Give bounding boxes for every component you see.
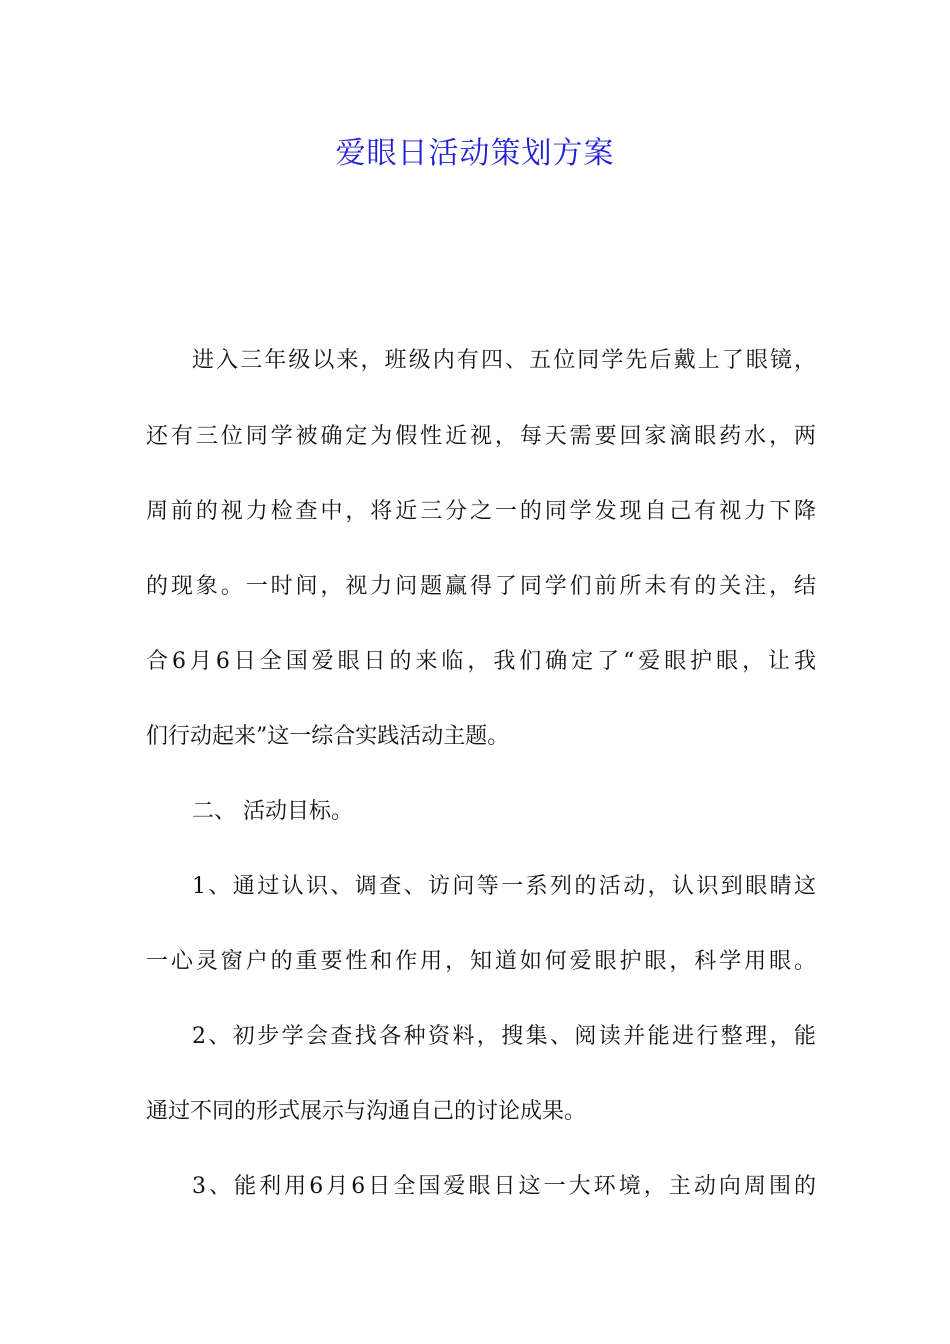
- paragraph-line-1: 进入三年级以来，班级内有四、五位同学先后戴上了眼镜，: [192, 348, 816, 373]
- objective-1-line-2: 一心灵窗户的重要性和作用，知道如何爱眼护眼，科学用眼。: [146, 949, 816, 974]
- objective-2-line-1: 2、初步学会查找各种资料，搜集、阅读并能进行整理，能: [192, 1024, 816, 1049]
- objective-1-line-1: 1、通过认识、调查、访问等一系列的活动，认识到眼睛这: [192, 874, 816, 899]
- objective-2-line-2: 通过不同的形式展示与沟通自己的讨论成果。: [146, 1099, 587, 1124]
- objective-3-line-1: 3、能利用6月6日全国爱眼日这一大环境，主动向周围的: [192, 1174, 816, 1199]
- section-heading-objectives: 二、 活动目标。: [192, 799, 353, 824]
- paragraph-line-2: 还有三位同学被确定为假性近视，每天需要回家滴眼药水，两: [146, 424, 816, 449]
- paragraph-line-3: 周前的视力检查中，将近三分之一的同学发现自己有视力下降: [146, 499, 816, 524]
- document-title: 爱眼日活动策划方案: [335, 136, 615, 171]
- paragraph-line-6: 们行动起来”这一综合实践活动主题。: [146, 724, 510, 749]
- paragraph-line-4: 的现象。一时间，视力问题赢得了同学们前所未有的关注，结: [146, 574, 816, 599]
- paragraph-line-5: 合6月6日全国爱眼日的来临，我们确定了“爱眼护眼，让我: [146, 649, 816, 674]
